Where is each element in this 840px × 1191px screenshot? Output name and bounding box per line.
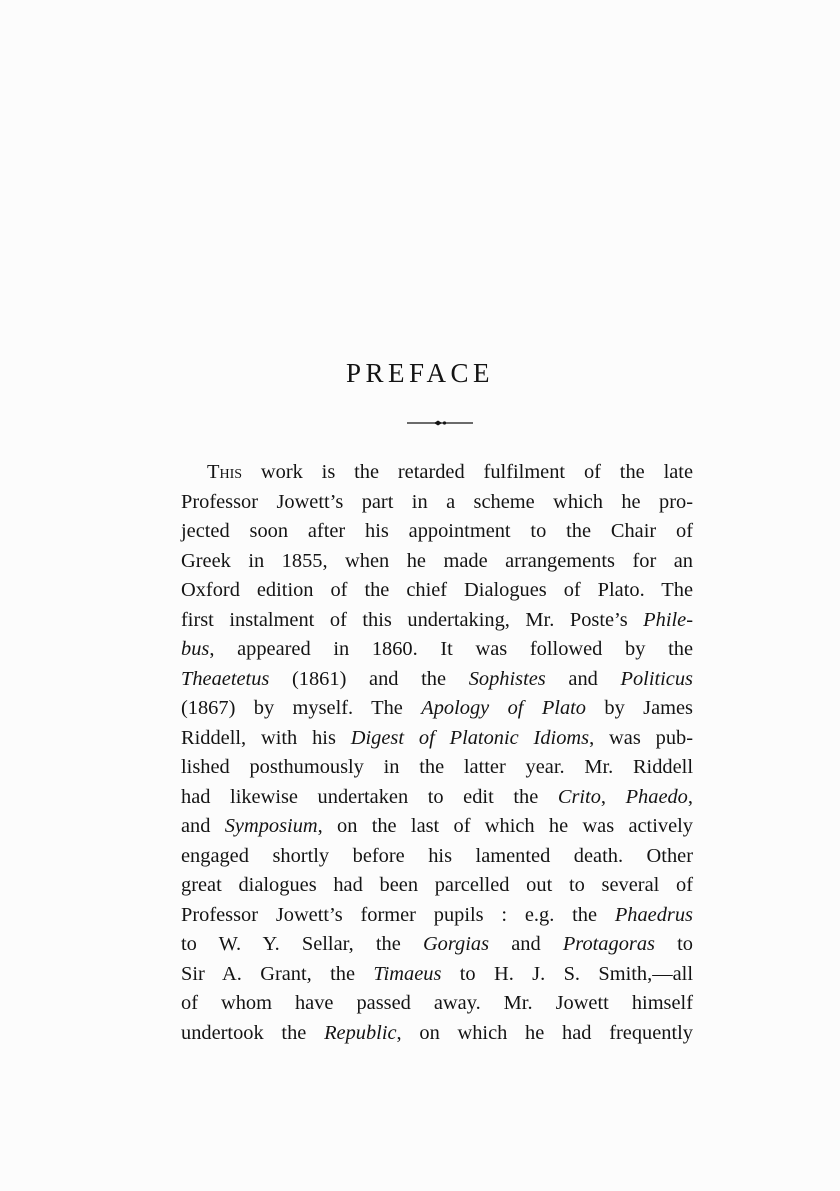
text-run: (1867) by myself. The (181, 697, 422, 719)
work-title: Phaedrus (614, 903, 693, 926)
text-run: Professor Jowett’s former pupils : e.g. the (181, 903, 615, 926)
text-line (181, 665, 693, 695)
text-run: work is the retarded fulfilment of the late (242, 461, 693, 483)
text-line (181, 488, 693, 518)
text-run: to (654, 933, 693, 955)
text-run: Riddell, with his (181, 726, 351, 749)
work-title: Gorgias (422, 933, 490, 955)
text-run: , (687, 785, 693, 808)
work-title: Digest of Platonic Idioms (350, 726, 590, 749)
text-line (181, 753, 693, 783)
text-run: of whom have passed away. Mr. Jowett himself (181, 992, 693, 1014)
text-run: had likewise undertaken to edit the (181, 785, 558, 808)
text-run: Sir A. Grant, the (181, 962, 374, 985)
text-line (181, 960, 693, 990)
text-run: , (600, 785, 626, 808)
text-run: engaged shortly before his lamented death. Other (181, 844, 693, 867)
text-line (181, 901, 693, 931)
work-title: Sophistes (468, 667, 546, 690)
text-run: Greek in 1855, when he made arrangements for an (181, 549, 693, 572)
text-line (181, 694, 693, 724)
work-title: Symposium (224, 815, 318, 837)
text-line (181, 930, 693, 960)
text-line (181, 812, 693, 842)
text-line (181, 842, 693, 872)
text-line (181, 724, 693, 754)
text-run: lished posthumously in the latter year. Mr. Riddell (181, 756, 693, 778)
text-run: first instalment of this undertaking, Mr. Poste’s (181, 608, 644, 631)
text-run: , appeared in 1860. It was followed by the (209, 638, 693, 660)
text-run: and (489, 933, 563, 955)
text-run: , on which he had frequently (396, 1021, 693, 1044)
text-run: Professor Jowett’s part in a scheme which he pro- (181, 490, 693, 513)
work-title: Phile- (643, 608, 693, 631)
work-title: Phaedo (625, 785, 688, 808)
text-line (181, 989, 693, 1019)
text-line (181, 458, 693, 488)
work-title: Crito (557, 785, 601, 808)
text-run: to W. Y. Sellar, the (181, 933, 423, 955)
text-run: and (181, 815, 225, 837)
work-title: Politicus (620, 667, 693, 690)
text-line (181, 1019, 693, 1049)
work-title: Republic (324, 1021, 397, 1044)
work-title: Apology of Plato (421, 697, 586, 719)
work-title: bus (181, 638, 210, 660)
preface-body-text (181, 458, 693, 1048)
text-line (181, 517, 693, 547)
text-run: (1861) and the (269, 667, 469, 690)
text-run: Oxford edition of the chief Dialogues of Plato. The (181, 579, 693, 601)
text-line (181, 547, 693, 577)
opening-word: Th (207, 461, 230, 483)
ornamental-rule (407, 418, 473, 428)
work-title: Timaeus (373, 962, 442, 985)
text-line (181, 871, 693, 901)
work-title: Theaetetus (181, 667, 270, 690)
text-line (181, 635, 693, 665)
text-run: , on the last of which he was actively (317, 815, 693, 837)
text-run: to H. J. S. Smith,—all (441, 962, 693, 985)
text-line (181, 576, 693, 606)
text-run: and (545, 667, 621, 690)
text-run: by James (586, 697, 693, 719)
text-line (181, 783, 693, 813)
text-run: great dialogues had been parcelled out to several of (181, 874, 693, 896)
text-run: undertook the (181, 1021, 325, 1044)
text-run: jected soon after his appointment to the Chair of (181, 520, 693, 542)
text-line (181, 606, 693, 636)
opening-word: is (229, 461, 243, 483)
text-run: , was pub- (589, 726, 693, 749)
page-heading: PREFACE (345, 358, 495, 388)
work-title: Protagoras (562, 933, 655, 955)
